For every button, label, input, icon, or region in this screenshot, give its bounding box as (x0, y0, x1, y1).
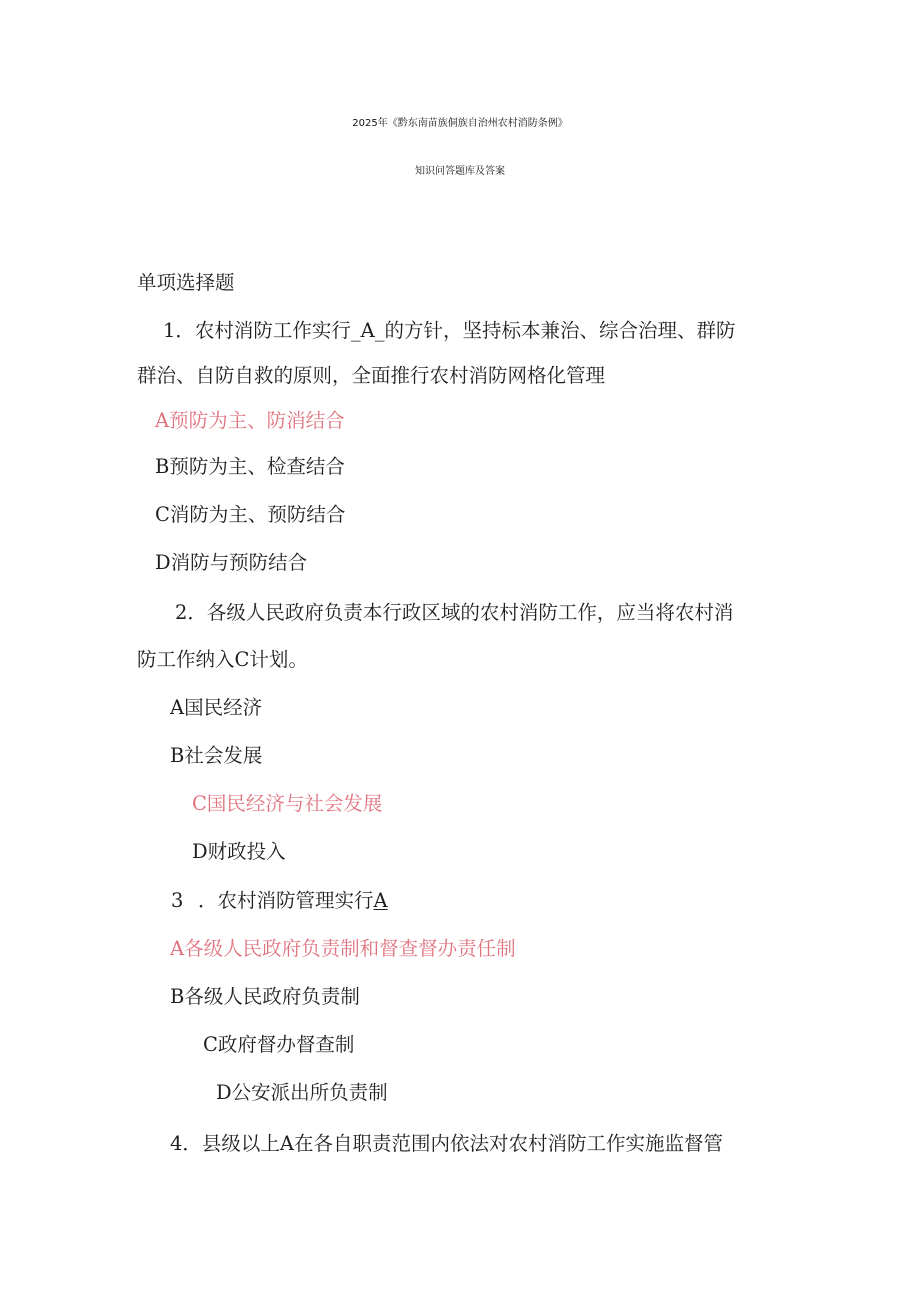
question-4-line-1: 4．县级以上A在各自职责范围内依法对农村消防工作实施监督管 (170, 1132, 723, 1155)
question-2-option-d: D财政投入 (192, 840, 286, 863)
question-1-line-1: 1．农村消防工作实行_A_的方针，坚持标本兼治、综合治理、群防 (163, 319, 736, 342)
question-1-option-b: B预防为主、检查结合 (155, 455, 345, 478)
question-3-line (198, 889, 388, 913)
document-title-line-1: 2025年《黔东南苗族侗族自治州农村消防条例》 (352, 118, 568, 129)
question-1-option-a: A预防为主、防消结合 (155, 409, 345, 432)
question-3-number: 3 (171, 889, 184, 912)
document-title-line-2: 知识问答题库及答案 (415, 166, 505, 177)
section-heading: 单项选择题 (137, 271, 235, 294)
question-2-option-a: A国民经济 (170, 696, 263, 719)
question-1-line-2: 群治、自防自救的原则，全面推行农村消防网格化管理 (137, 364, 606, 387)
question-3-option-c: C政府督办督查制 (203, 1033, 355, 1056)
question-1-option-d: D消防与预防结合 (155, 551, 308, 574)
question-2-option-c: C国民经济与社会发展 (192, 792, 383, 815)
question-3-option-d: D公安派出所负责制 (216, 1081, 388, 1104)
question-3-option-a: A各级人民政府负责制和督查督办责任制 (170, 937, 516, 960)
question-3-option-b: B各级人民政府负责制 (170, 985, 360, 1008)
question-2-line-2: 防工作纳入C计划。 (137, 648, 308, 671)
question-2-line-1: 2．各级人民政府负责本行政区域的农村消防工作，应当将农村消 (175, 601, 734, 624)
question-2-option-b: B社会发展 (170, 744, 263, 767)
question-3-text: ．农村消防管理实行 (198, 889, 374, 912)
question-3-answer-mark: A (373, 889, 388, 912)
question-1-option-c: C消防为主、预防结合 (155, 503, 346, 526)
